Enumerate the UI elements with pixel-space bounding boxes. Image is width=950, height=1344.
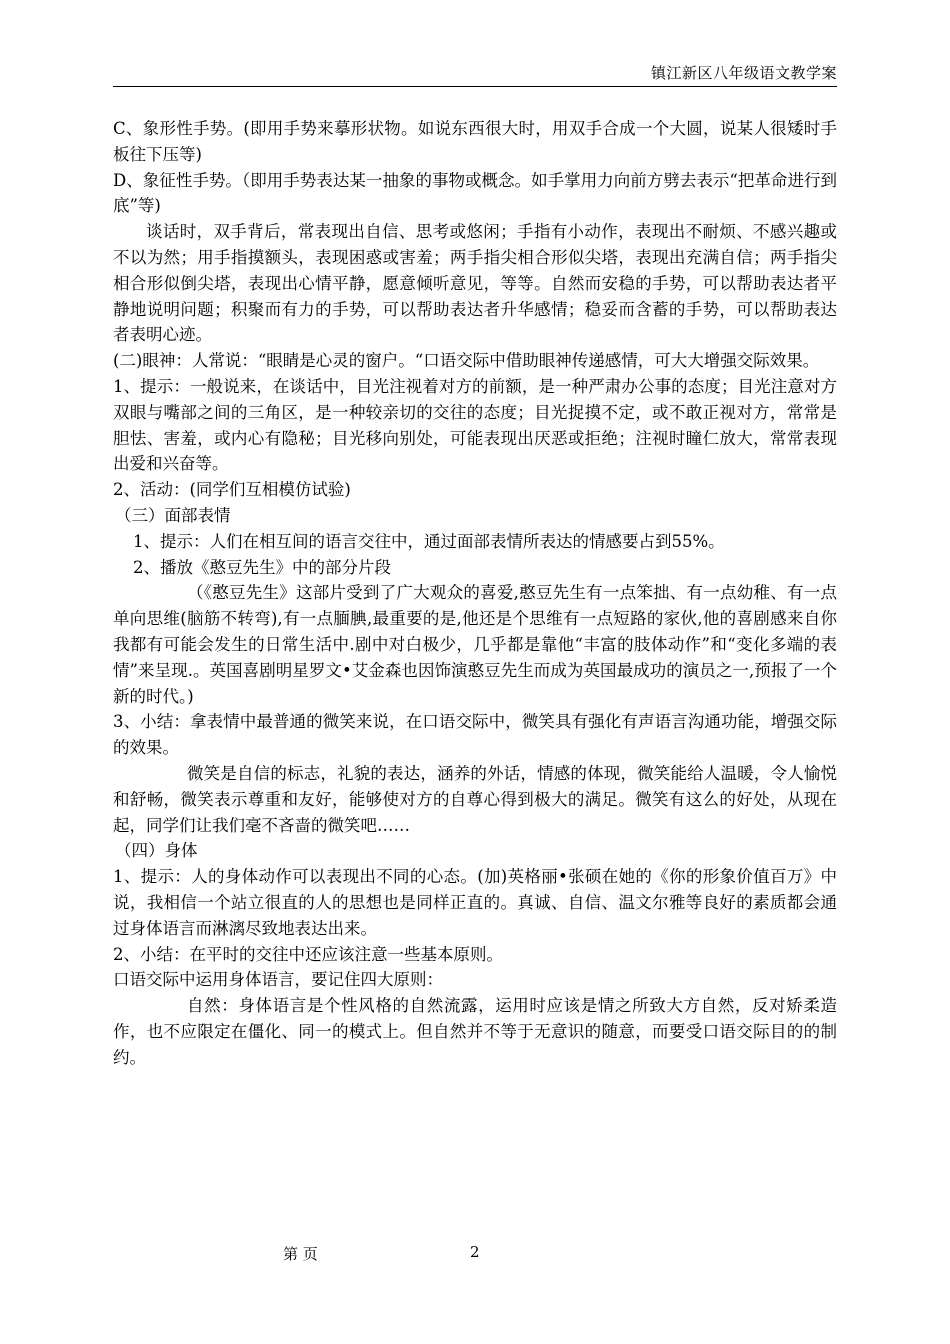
footer-page-label: 第 页 — [283, 1245, 318, 1263]
page-header — [113, 56, 837, 87]
paragraph-face-video: 2、播放《憨豆先生》中的部分片段 — [133, 557, 391, 577]
paragraph-smile: 微笑是自信的标志，礼貌的表达，涵养的外话，情感的体现，微笑能给人温暖，令人愉悦和舒畅，微笑表示尊重和友好，能够使对方的自尊心得到极大的满足。微笑有这么的好处，从现在起，同学们让我们毫不吝啬的微笑吧…… — [113, 763, 837, 835]
paragraph-principles: 口语交际中运用身体语言，要记住四大原则： — [113, 970, 443, 990]
paragraph-body-tip: 1、提示：人的身体动作可以表现出不同的心态。(加)英格丽•张硕在她的《你的形象价值百万》中说，我相信一个站立很直的人的思想也是同样正直的。真诚、自信、温文尔雅等良好的素质都会通过身体语言而淋漓尽致地表达出来。 — [113, 867, 837, 938]
paragraph-face-summary: 3、小结：拿表情中最普通的微笑来说，在口语交际中，微笑具有强化有声语言沟通功能，增强交际的效果。 — [113, 712, 837, 758]
paragraph-gesture-meaning: 谈话时，双手背后，常表现出自信、思考或悠闲；手指有小动作，表现出不耐烦、不感兴趣或不以为然；用手指摸额头，表现困惑或害羞；两手指尖相合形似尖塔，表现出充满自信；两手指尖相合形似倒尖塔，表现出心情平静，愿意倾听意见，等等。自然而安稳的手势，可以帮助表达者平静地说明问题；积聚而有力的手势，可以帮助表达者升华感情；稳妥而含蓄的手势，可以帮助表达者表明心迹。 — [113, 222, 837, 345]
paragraph-c: C、象形性手势。(即用手势来摹形状物。如说东西很大时，用双手合成一个大圆，说某人很矮时手板往下压等) — [113, 119, 837, 164]
paragraph-body-summary: 2、小结：在平时的交往中还应该注意一些基本原则。 — [113, 944, 503, 964]
section-heading-eyes: (二)眼神：人常说：“眼睛是心灵的窗户。“口语交际中借助眼神传递感情，可大大增强交际效果。 — [113, 351, 820, 371]
header-title: 镇江新区八年级语文教学案 — [650, 64, 837, 82]
document-body — [113, 116, 837, 1070]
paragraph-natural: 自然：身体语言是个性风格的自然流露，运用时应该是情之所致大方自然，反对矫柔造作，也不应限定在僵化、同一的模式上。但自然并不等于无意识的随意，而要受口语交际目的的制约。 — [113, 996, 837, 1067]
footer-page-number: 2 — [470, 1243, 480, 1261]
paragraph-eyes-tip: 1、提示：一般说来，在谈话中，目光注视着对方的前额，是一种严肃办公事的态度；目光注意对方双眼与嘴部之间的三角区，是一种较亲切的交往的态度；目光捉摸不定，或不敢正视对方，常常是胆怯、害羞，或内心有隐秘；目光移向别处，可能表现出厌恶或拒绝；注视时瞳仁放大，常常表现出爱和兴奋等。 — [113, 376, 837, 474]
paragraph-mr-bean: （《憨豆先生》这部片受到了广大观众的喜爱,憨豆先生有一点笨拙、有一点幼稚、有一点单向思维(脑筋不转弯),有一点腼腆,最重要的是,他还是个思维有一点短路的家伙,他的喜剧感来自你我都有可能会发生的日常生活中.剧中对白极少，几乎都是靠他“丰富的肢体动作”和“变化多端的表情”来呈现.。英国喜剧明星罗文•艾金森也因饰演憨豆先生而成为英国最成功的演员之一,预报了一个新的时代。) — [113, 583, 837, 706]
paragraph-eyes-activity: 2、活动：(同学们互相模仿试验) — [113, 480, 351, 500]
paragraph-face-tip: 1、提示：人们在相互间的语言交往中，通过面部表情所表达的情感要占到55%。 — [133, 531, 725, 551]
section-heading-body: （四）身体 — [115, 841, 198, 861]
section-heading-face: （三）面部表情 — [115, 505, 231, 525]
paragraph-d: D、象征性手势。（即用手势表达某一抽象的事物或概念。如手掌用力向前方劈去表示“把革命进行到底”等) — [113, 170, 837, 216]
